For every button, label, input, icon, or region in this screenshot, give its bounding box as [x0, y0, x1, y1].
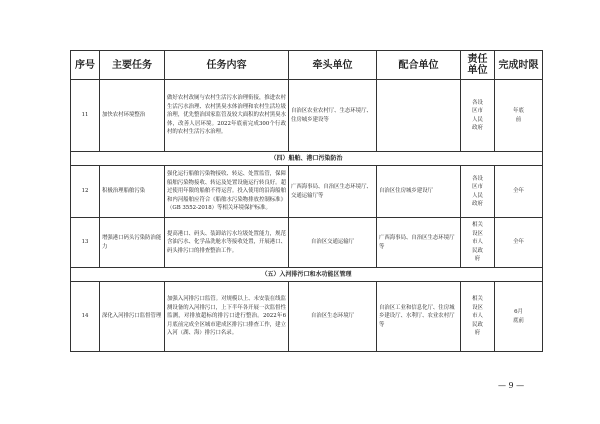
row-resp: 各设区市人民政府 [472, 99, 483, 131]
table-row [71, 218, 543, 268]
row-deadline: 全年 [495, 218, 543, 268]
row-task: 加快农村环境整治 [100, 80, 165, 152]
header-task: 主要任务 [100, 51, 165, 80]
row-number: 14 [71, 282, 100, 352]
row-coop: 自治区工业和信息化厅、住房城乡建设厅、水利厅、农业农村厅等 [377, 282, 461, 352]
row-content: 提高港口、码头、装卸站污水垃圾处置能力，规范含油污水、化学品洗舱水等接收处置，开展港口、码头排污口的排查整治工作。 [165, 218, 289, 268]
section-title: （四）船舶、港口污染防治 [71, 152, 543, 166]
header-coop: 配合单位 [377, 51, 461, 80]
header-lead: 牵头单位 [289, 51, 377, 80]
row-lead: 广西海事局、自治区生态环境厅、交通运输厅等 [289, 166, 377, 218]
header-deadline: 完成时限 [495, 51, 543, 80]
page-number: — 9 — [498, 381, 525, 390]
row-coop [377, 80, 461, 152]
row-resp: 相关设区市人民政府 [472, 222, 483, 263]
table-header-row [71, 51, 543, 80]
row-number: 13 [71, 218, 100, 268]
table-row [71, 80, 543, 152]
row-content: 强化运行船舶污染物接收、转运、处置监管，保障船舶污染物接收、转运及处置设施运行转良好。超过使用年限的船舶不得运营。投入使用的沿海船舶和内河船舶应符合《船舶水污染物排放控制标准》（GB 3552-2018）等相关环境保护标准。 [165, 166, 289, 218]
row-content: 做好农村改厕与农村生活污水治理衔接，推进农村生活污水治理、农村黑臭水体治理和农村生活垃圾治理，优先整治国家监管及较大面积的农村黑臭水体，改善人居环境。2022年底前完成300个行政村的农村生活污水治理。 [165, 80, 289, 152]
row-lead: 自治区生态环境厅 [289, 282, 377, 352]
row-coop: 自治区住房城乡建设厅 [377, 166, 461, 218]
header-no: 序号 [71, 51, 100, 80]
row-deadline: 全年 [495, 166, 543, 218]
row-number: 12 [71, 166, 100, 218]
header-resp: 责任单位 [461, 51, 495, 80]
row-content: 加强入河排污口监管。对规模以上、未安装在线监测设备的入河排污口，上下半年各开展一次监督性监测，对排放超标的排污口进行整治。2022年6月底前完成全区城市建成区排污口排查工作，建立入河（湖、海）排污口名录。 [165, 282, 289, 352]
row-task: 积极治理船舶污染 [100, 166, 165, 218]
header-content: 任务内容 [165, 51, 289, 80]
section-row [71, 268, 543, 282]
row-lead: 自治区农业农村厅、生态环境厅、住房城乡建设等 [289, 80, 377, 152]
row-resp: 各设区市人民政府 [472, 175, 483, 207]
row-resp: 相关设区市人民政府 [472, 296, 483, 337]
section-title: （五）入河排污口和水功能区管理 [71, 268, 543, 282]
table-row [71, 282, 543, 352]
row-lead: 自治区交通运输厅 [289, 218, 377, 268]
section-row [71, 152, 543, 166]
table-row [71, 166, 543, 218]
row-number: 11 [71, 80, 100, 152]
row-coop: 广西海事局、自治区生态环境厅等 [377, 218, 461, 268]
task-table [70, 50, 543, 352]
row-task: 深化入河排污口监督管理 [100, 282, 165, 352]
row-deadline: 6月底前 [513, 309, 524, 324]
row-task: 增强港口码头污染防治能力 [100, 218, 165, 268]
row-deadline: 年底前 [513, 108, 524, 123]
